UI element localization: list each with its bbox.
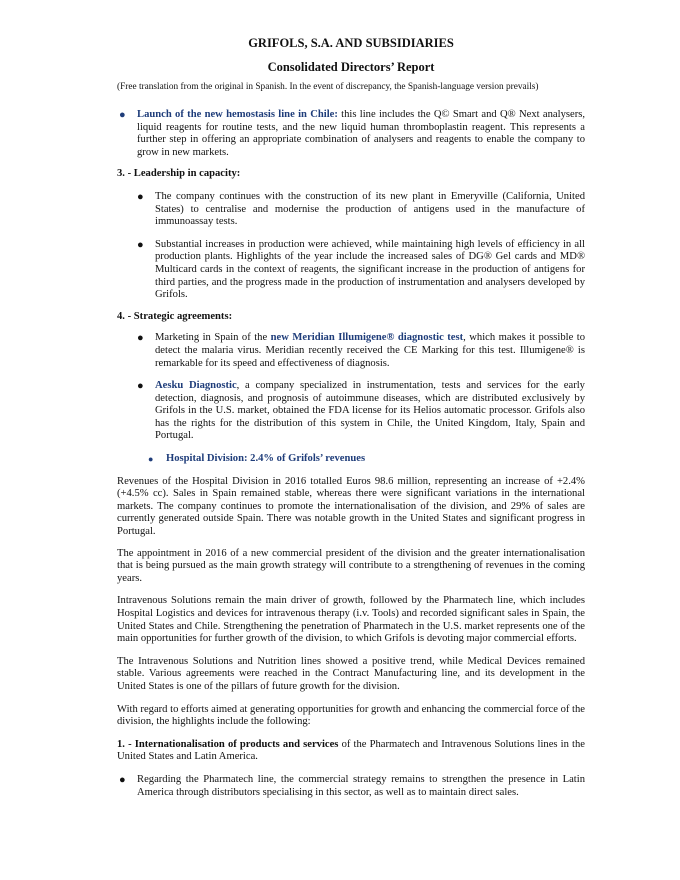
- bullet-meridian: [117, 332, 585, 370]
- hospital-paragraph-1: Revenues of the Hospital Division in 2016 totalled Euros 98.6 million, representing an increase of +2.4% (+4.5% cc). Sales in Spain remained stable, whereas there were significant variations in the international markets. The company continues to promote the internationalisation of the division, and 29% of sales are currently generated outside Spain. There was notable growth in the United States and significant progress in Portugal.: [117, 475, 585, 538]
- aesku-link: Aesku Diagnostic: [155, 380, 237, 392]
- bullet-icon: ●: [119, 773, 126, 786]
- aesku-post: , a company specialized in instrumentation, tests and services for the early detection, diagnosis, and prognosis of autoimmune diseases, which are distributed exclusively by Grifols in the U.S. market, obtained the FDA license for its Helios automatic processor. Grifols also has the rights for the distribution of this system in Chile, the United Kingdom, Italy, Spain and Portugal.: [155, 380, 585, 442]
- bullet-icon: ●: [137, 380, 144, 393]
- section-4-heading: 4. - Strategic agreements:: [117, 310, 233, 322]
- bullet-emeryville-text: The company continues with the construction of its new plant in Emeryville (California, United States) to centralise and modernise the production of antigens used in the manufacture of immunoassay tests.: [155, 190, 585, 228]
- meridian-pre: Marketing in Spain of the: [155, 332, 271, 344]
- bullet-production: [117, 239, 585, 302]
- company-title: GRIFOLS, S.A. AND SUBSIDIARIES: [248, 36, 454, 50]
- hospital-division-heading: Hospital Division: 2.4% of Grifols’ revenues: [166, 453, 366, 465]
- translation-note: (Free translation from the original in Spanish. In the event of discrepancy, the Spanish-language version prevails): [117, 82, 539, 92]
- bullet-production-text: Substantial increases in production were achieved, while maintaining high levels of efficiency in all production plants. Highlights of the year include the increased sales of DG® Gel cards and MD® Multicard cards in the context of reagents, the significant increase in the production of antigens for third parties, and the progress made in the production of instrumentation and analysers developed by Grifols.: [155, 238, 585, 301]
- report-title: Consolidated Directors’ Report: [267, 60, 435, 74]
- bullet-aesku-text: [155, 380, 585, 443]
- bullet-icon: ●: [137, 190, 144, 203]
- bullet-hemostasis: [117, 109, 585, 159]
- bullet-aesku: [117, 380, 585, 443]
- bullet-pharmatech: [117, 774, 585, 799]
- hemostasis-body: this line includes the Q© Smart and Q® Next analysers, liquid reagents for routine tests, and the new liquid human thromboplastin reagent. This represents a further step in offering an appropriate combination of analysers and reagents to enable the company to grow in new markets.: [137, 109, 585, 158]
- meridian-link: new Meridian Illumigene® diagnostic test: [270, 332, 464, 344]
- hospital-paragraph-3: Intravenous Solutions remain the main driver of growth, followed by the Pharmatech line, which includes Hospital Logistics and devices for intravenous therapy (i.v. Tools) and recorded significant sales in Spain, the United States and Chile. Strengthening the penetration of Pharmatech in the U.S. market represents one of the main opportunities for further growth of the division, to which Grifols is devoting major commercial efforts.: [117, 595, 585, 645]
- bullet-hemostasis-text: [137, 109, 585, 159]
- hemostasis-lead: Launch of the new hemostasis line in Chile:: [137, 109, 338, 120]
- bullet-pharmatech-text: Regarding the Pharmatech line, the commercial strategy remains to strengthen the presence in Latin America through distributors specialising in this sector, as well as to maintain direct sales.: [137, 773, 585, 798]
- bullet-icon: ●: [137, 238, 144, 251]
- hospital-paragraph-2: The appointment in 2016 of a new commercial president of the division and the greater internationalisation that is being pursued as the main growth strategy will contribute to a strengthening of revenues in the coming years.: [117, 547, 585, 584]
- section-3-heading: 3. - Leadership in capacity:: [117, 168, 241, 180]
- bullet-meridian-text: [155, 332, 585, 370]
- internationalisation-body: of the Pharmatech and Intravenous Solutions lines in the United States and Latin America.: [117, 738, 585, 763]
- bullet-emeryville: [117, 191, 585, 229]
- hospital-paragraph-4: The Intravenous Solutions and Nutrition lines showed a positive trend, while Medical Devices remained stable. Various agreements were reached in the Contract Manufacturing line, and its development in the United States is one of the pillars of future growth for the division.: [117, 655, 585, 692]
- page-content: [117, 36, 585, 799]
- internationalisation-lead: 1. - Internationalisation of products and services: [117, 738, 339, 750]
- bullet-icon: ●: [137, 332, 144, 345]
- hospital-paragraph-6: [117, 739, 585, 764]
- bullet-icon: ●: [119, 109, 126, 121]
- hospital-division-heading-row: [117, 453, 585, 466]
- bullet-icon: ●: [148, 454, 154, 465]
- hospital-paragraph-5: With regard to efforts aimed at generating opportunities for growth and enhancing the commercial force of the division, the highlights include the following:: [117, 703, 585, 728]
- meridian-post: , which makes it possible to detect the malaria virus. Meridian recently received the CE Marking for this test. Illumigene® is remarkable for its speed and effectiveness of diagnosis.: [155, 332, 585, 369]
